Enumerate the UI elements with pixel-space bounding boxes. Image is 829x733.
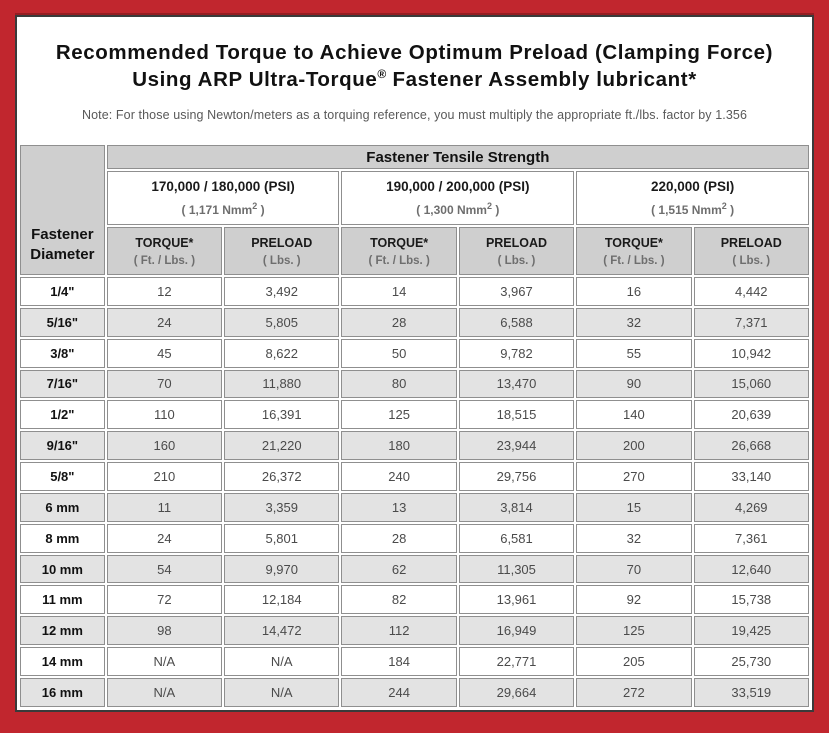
cell-value: 45 — [107, 339, 222, 368]
table-row — [20, 277, 809, 306]
cell-value: 6,588 — [459, 308, 574, 337]
psi-header-220 — [576, 171, 809, 225]
cell-value: 13,470 — [459, 370, 574, 399]
psi-label: 190,000 / 200,000 (PSI) — [386, 179, 530, 194]
row-diameter: 11 mm — [20, 585, 105, 614]
cell-value: 180 — [341, 431, 456, 460]
cell-value: 23,944 — [459, 431, 574, 460]
psi-header-170-180 — [107, 171, 340, 225]
table-row — [20, 678, 809, 707]
col-header-preload-3: PRELOAD ( Lbs. ) — [694, 227, 809, 275]
row-diameter: 12 mm — [20, 616, 105, 645]
col-header-preload-1: PRELOAD ( Lbs. ) — [224, 227, 339, 275]
cell-value: 82 — [341, 585, 456, 614]
cell-value: 25,730 — [694, 647, 809, 676]
torque-table — [18, 143, 811, 709]
cell-value: 26,372 — [224, 462, 339, 491]
table-row — [20, 493, 809, 522]
cell-value: N/A — [107, 678, 222, 707]
cell-value: 22,771 — [459, 647, 574, 676]
table-row — [20, 462, 809, 491]
table-row — [20, 431, 809, 460]
cell-value: 9,782 — [459, 339, 574, 368]
cell-value: 54 — [107, 555, 222, 584]
cell-value: 80 — [341, 370, 456, 399]
row-diameter: 5/16" — [20, 308, 105, 337]
cell-value: 12,184 — [224, 585, 339, 614]
title-line-2 — [17, 66, 812, 93]
nmm-label: ( 1,300 Nmm$^2$ ) — [416, 201, 500, 217]
cell-value: 13 — [341, 493, 456, 522]
cell-value: 24 — [107, 524, 222, 553]
row-header-line-2: Diameter — [30, 246, 95, 264]
cell-value: 125 — [576, 616, 691, 645]
cell-value: N/A — [224, 678, 339, 707]
psi-header-190-200 — [341, 171, 574, 225]
row-diameter: 1/2" — [20, 400, 105, 429]
cell-value: 32 — [576, 524, 691, 553]
cell-value: 12,640 — [694, 555, 809, 584]
cell-value: 125 — [341, 400, 456, 429]
cell-value: 140 — [576, 400, 691, 429]
table-body — [20, 277, 809, 707]
table-row — [20, 555, 809, 584]
page-title — [17, 17, 812, 93]
nmm-label: ( 1,171 Nmm$^2$ ) — [181, 201, 265, 217]
cell-value: 15,738 — [694, 585, 809, 614]
row-diameter: 14 mm — [20, 647, 105, 676]
cell-value: N/A — [107, 647, 222, 676]
cell-value: 62 — [341, 555, 456, 584]
cell-value: 90 — [576, 370, 691, 399]
cell-value: 98 — [107, 616, 222, 645]
table-row — [20, 308, 809, 337]
cell-value: 210 — [107, 462, 222, 491]
table-row — [20, 400, 809, 429]
cell-value: 33,519 — [694, 678, 809, 707]
cell-value: 14 — [341, 277, 456, 306]
title-line-2-pre: Using ARP Ultra-Torque — [132, 68, 378, 92]
col-header-torque-3: TORQUE* ( Ft. / Lbs. ) — [576, 227, 691, 275]
cell-value: 15 — [576, 493, 691, 522]
cell-value: 4,269 — [694, 493, 809, 522]
cell-value: 3,814 — [459, 493, 574, 522]
cell-value: 7,361 — [694, 524, 809, 553]
cell-value: 28 — [341, 524, 456, 553]
row-diameter: 10 mm — [20, 555, 105, 584]
cell-value: 9,970 — [224, 555, 339, 584]
cell-value: 200 — [576, 431, 691, 460]
col-header-torque-1: TORQUE* ( Ft. / Lbs. ) — [107, 227, 222, 275]
row-diameter: 5/8" — [20, 462, 105, 491]
cell-value: 29,756 — [459, 462, 574, 491]
cell-value: 14,472 — [224, 616, 339, 645]
cell-value: 270 — [576, 462, 691, 491]
cell-value: 32 — [576, 308, 691, 337]
psi-label: 170,000 / 180,000 (PSI) — [151, 179, 295, 194]
nmm-label: ( 1,515 Nmm$^2$ ) — [651, 201, 735, 217]
row-diameter: 9/16" — [20, 431, 105, 460]
cell-value: 3,492 — [224, 277, 339, 306]
cell-value: 6,581 — [459, 524, 574, 553]
table-row — [20, 370, 809, 399]
cell-value: 13,961 — [459, 585, 574, 614]
cell-value: 24 — [107, 308, 222, 337]
cell-value: 244 — [341, 678, 456, 707]
torque-table-area — [18, 143, 811, 709]
psi-label: 220,000 (PSI) — [650, 179, 735, 194]
cell-value: 21,220 — [224, 431, 339, 460]
col-header-preload-2: PRELOAD ( Lbs. ) — [459, 227, 574, 275]
cell-value: 11,305 — [459, 555, 574, 584]
cell-value: 55 — [576, 339, 691, 368]
cell-value: 16,949 — [459, 616, 574, 645]
cell-value: 12 — [107, 277, 222, 306]
cell-value: 272 — [576, 678, 691, 707]
cell-value: 20,639 — [694, 400, 809, 429]
cell-value: 70 — [107, 370, 222, 399]
cell-value: 205 — [576, 647, 691, 676]
cell-value: 26,668 — [694, 431, 809, 460]
cell-value: 92 — [576, 585, 691, 614]
title-line-1: Recommended Torque to Achieve Optimum Preload (Clamping Force) — [55, 41, 774, 64]
cell-value: 29,664 — [459, 678, 574, 707]
cell-value: 16,391 — [224, 400, 339, 429]
cell-value: 5,801 — [224, 524, 339, 553]
cell-value: 70 — [576, 555, 691, 584]
row-header-line-1: Fastener — [31, 226, 94, 244]
cell-value: 18,515 — [459, 400, 574, 429]
row-diameter: 16 mm — [20, 678, 105, 707]
cell-value: 11 — [107, 493, 222, 522]
table-row — [20, 616, 809, 645]
cell-value: N/A — [224, 647, 339, 676]
row-header-fastener-diameter — [20, 145, 105, 275]
cell-value: 10,942 — [694, 339, 809, 368]
row-diameter: 1/4" — [20, 277, 105, 306]
content-panel — [15, 15, 814, 712]
cell-value: 110 — [107, 400, 222, 429]
cell-value: 33,140 — [694, 462, 809, 491]
cell-value: 50 — [341, 339, 456, 368]
cell-value: 112 — [341, 616, 456, 645]
row-diameter: 7/16" — [20, 370, 105, 399]
registered-trademark-symbol: ® — [377, 67, 387, 82]
cell-value: 160 — [107, 431, 222, 460]
group-header-tensile-strength: Fastener Tensile Strength — [107, 145, 809, 169]
table-row — [20, 585, 809, 614]
table-row — [20, 524, 809, 553]
cell-value: 16 — [576, 277, 691, 306]
cell-value: 72 — [107, 585, 222, 614]
cell-value: 15,060 — [694, 370, 809, 399]
title-line-2-post: Fastener Assembly lubricant* — [386, 68, 697, 92]
cell-value: 11,880 — [224, 370, 339, 399]
cell-value: 19,425 — [694, 616, 809, 645]
cell-value: 5,805 — [224, 308, 339, 337]
table-row — [20, 647, 809, 676]
cell-value: 4,442 — [694, 277, 809, 306]
table-row — [20, 339, 809, 368]
row-diameter: 3/8" — [20, 339, 105, 368]
row-diameter: 8 mm — [20, 524, 105, 553]
cell-value: 28 — [341, 308, 456, 337]
cell-value: 7,371 — [694, 308, 809, 337]
cell-value: 240 — [341, 462, 456, 491]
col-header-torque-2: TORQUE* ( Ft. / Lbs. ) — [341, 227, 456, 275]
cell-value: 8,622 — [224, 339, 339, 368]
note-text: Note: For those using Newton/meters as a torquing reference, you must multiply the appropriate ft./lbs. factor by 1.356 — [81, 108, 747, 123]
cell-value: 3,359 — [224, 493, 339, 522]
row-diameter: 6 mm — [20, 493, 105, 522]
cell-value: 184 — [341, 647, 456, 676]
cell-value: 3,967 — [459, 277, 574, 306]
